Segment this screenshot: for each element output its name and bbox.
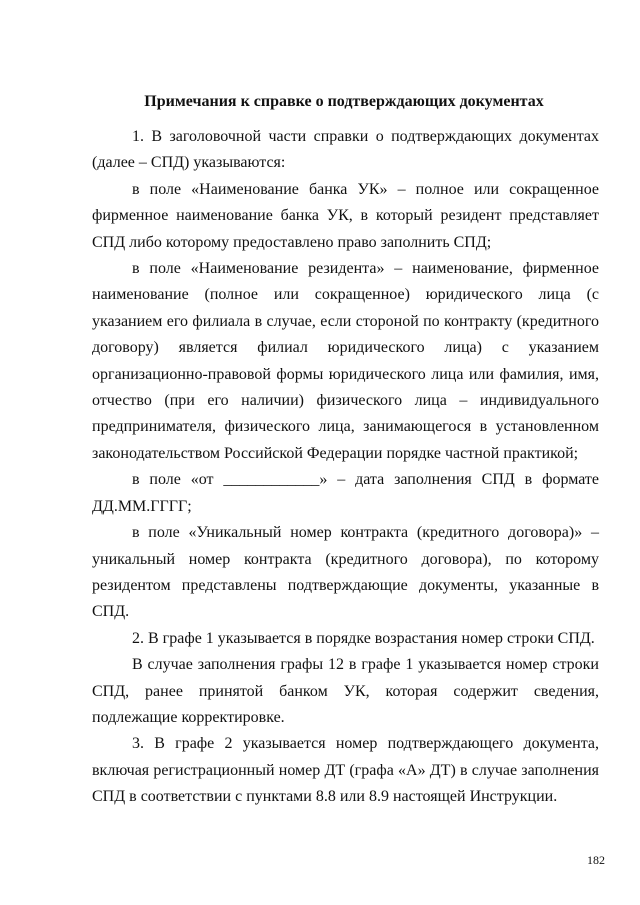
paragraph-resident-name-field: в поле «Наименование резидента» – наименование, фирменное наименование (полное или сокращенное) юридического лица (с указанием его филиала в случае, если стороной по контракту (кредитного договору) является филиал юридического лица) с указанием организационно-правовой формы юридического лица или фамилия, имя, отчество (при его наличии) физического лица – индивидуального предпринимателя, физического лица, занимающегося в установленном законодательством Российской Федерации порядке частной практикой;: [92, 260, 599, 462]
paragraph-column-12: В случае заполнения графы 12 в графе 1 указывается номер строки СПД, ранее принятой банком УК, которая содержит сведения, подлежащие корректировке.: [92, 656, 599, 726]
paragraph-date-field: в поле «от ____________» – дата заполнения СПД в формате ДД.ММ.ГГГГ;: [92, 471, 599, 515]
paragraph-bank-name-field: в поле «Наименование банка УК» – полное или сокращенное фирменное наименование банка УК, в который резидент представляет СПД либо которому предоставлено право заполнить СПД;: [92, 180, 599, 251]
paragraph-2: 2. В графе 1 указывается в порядке возрастания номер строки СПД.: [132, 629, 595, 647]
paragraph-contract-number-field: в поле «Уникальный номер контракта (кредитного договора)» – уникальный номер контракта (кредитного договора), по которому резидентом представлены подтверждающие документы, указанные в СПД.: [92, 524, 599, 621]
document-body: [92, 124, 599, 811]
page-number: 182: [587, 853, 605, 867]
paragraph-3: 3. В графе 2 указывается номер подтверждающего документа, включая регистрационный номер ДТ (графа «А» ДТ) в случае заполнения СПД в соответствии с пунктами 8.8 или 8.9 настоящей Инструкции.: [92, 735, 599, 806]
document-title: Примечания к справке о подтверждающих документах: [144, 93, 544, 110]
paragraph-1: 1. В заголовочной части справки о подтверждающих документах (далее – СПД) указываются:: [92, 128, 599, 172]
